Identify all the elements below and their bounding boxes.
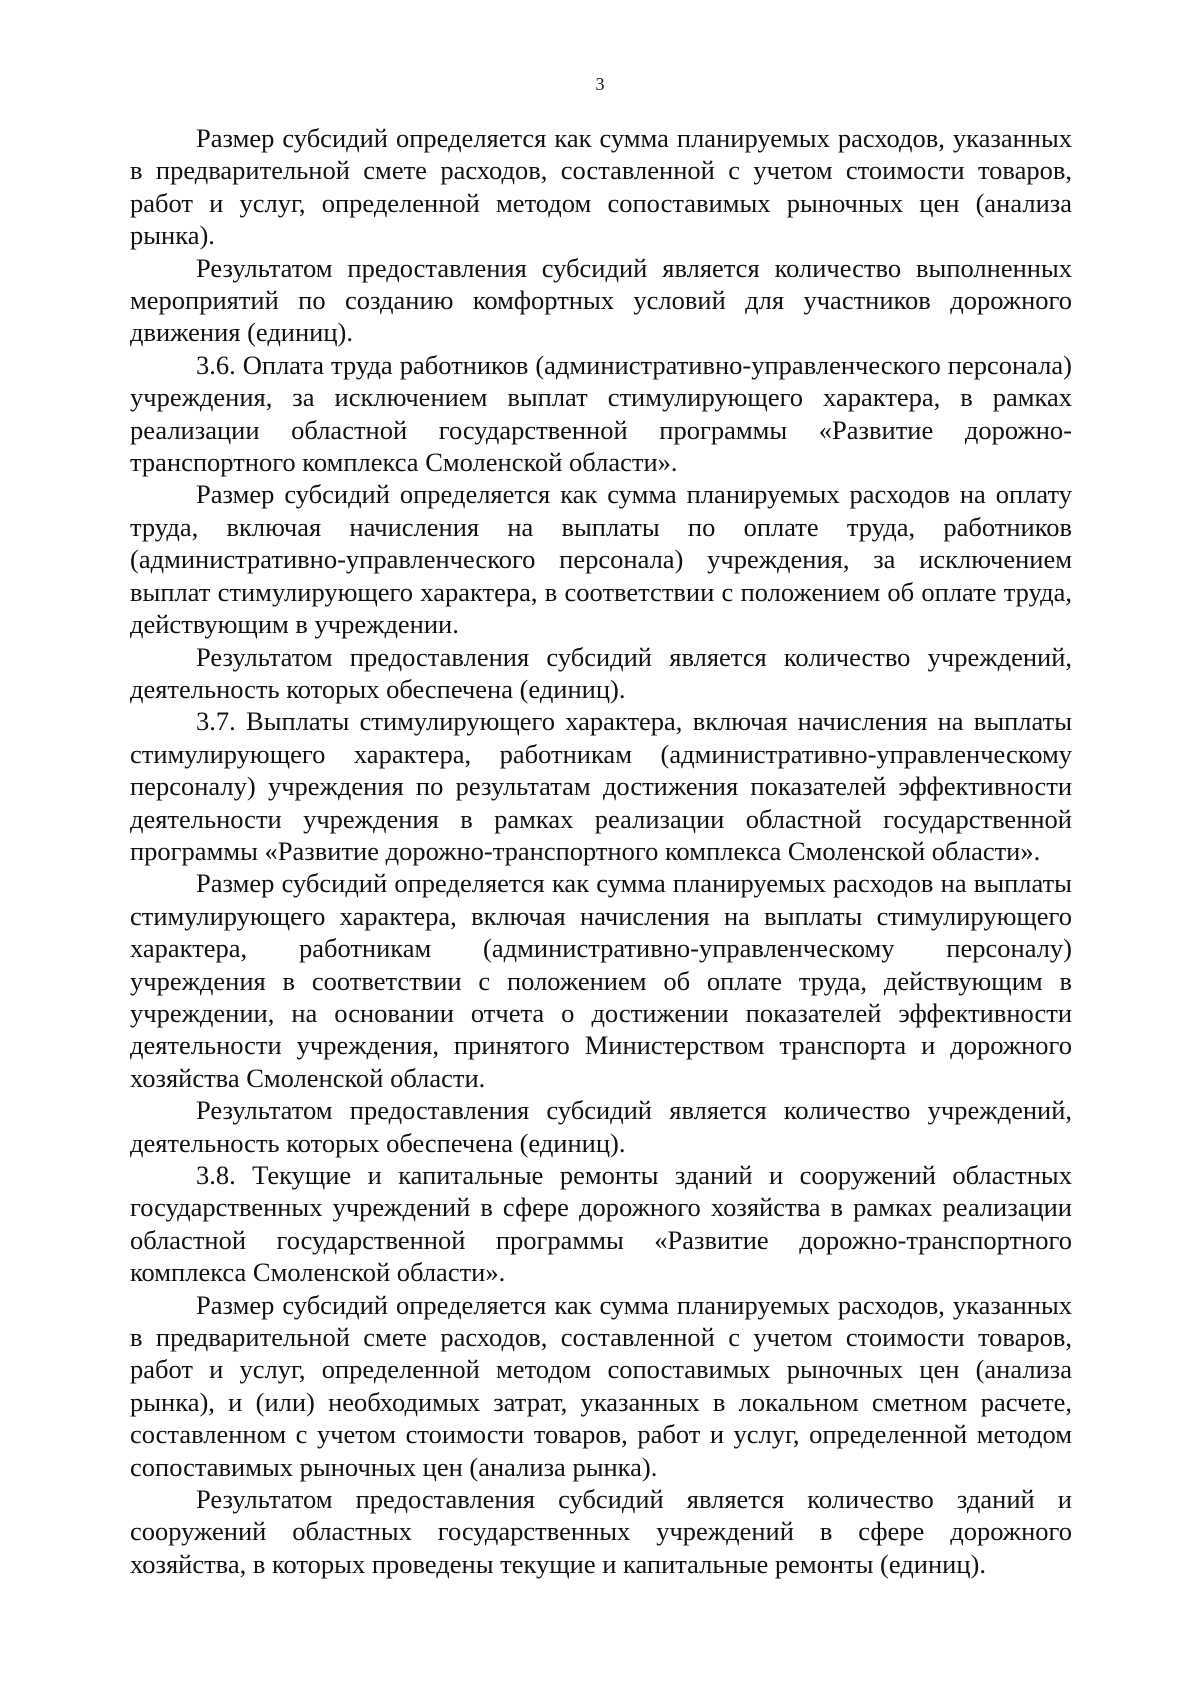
paragraph-result-buildings: Результатом предоставления субсидий является количество зданий и сооружений областных государственных учреждений в сфере дорожного хозяйства, в которых проведены текущие и капитальные ремонты (единиц). bbox=[130, 1484, 1072, 1579]
paragraph-item-3-8: 3.8. Текущие и капитальные ремонты зданий и сооружений областных государственных учреждений в сфере дорожного хозяйства в рамках реализации областной государственной программы «Развитие дорожно-транспортного комплекса Смоленской области». bbox=[130, 1160, 1072, 1288]
page-number: 3 bbox=[595, 74, 605, 94]
paragraph-subsidy-size-estimate: Размер субсидий определяется как сумма планируемых расходов, указанных в предварительной смете расходов, составленной с учетом стоимости товаров, работ и услуг, определенной методом сопоставимых рыночных цен (анализа рынка). bbox=[130, 123, 1072, 251]
paragraph-subsidy-size-salary: Размер субсидий определяется как сумма планируемых расходов на оплату труда, включая начисления на выплаты по оплате труда, работников (административно-управленческого персонала) учреждения, за исключением выплат стимулирующего характера, в соответствии с положением об оплате труда, действующим в учреждении. bbox=[130, 479, 1072, 640]
paragraph-item-3-6: 3.6. Оплата труда работников (административно-управленческого персонала) учреждения, за исключением выплат стимулирующего характера, в рамках реализации областной государственной программы «Развитие дорожно-транспортного комплекса Смоленской области». bbox=[130, 349, 1072, 478]
document-body bbox=[130, 122, 1072, 1580]
paragraph-result-events: Результатом предоставления субсидий является количество выполненных мероприятий по созданию комфортных условий для участников дорожного движения (единиц). bbox=[130, 252, 1072, 348]
paragraph-subsidy-size-incentive: Размер субсидий определяется как сумма планируемых расходов на выплаты стимулирующего характера, включая начисления на выплаты стимулирующего характера, работникам (административно-управленческому персоналу) учреждения в соответствии с положением об оплате труда, действующим в учреждении, на основании отчета о достижении показателей эффективности деятельности учреждения, принятого Министерством транспорта и дорожного хозяйства Смоленской области. bbox=[130, 868, 1072, 1093]
paragraph-result-institutions: Результатом предоставления субсидий является количество учреждений, деятельность которых обеспечена (единиц). bbox=[130, 641, 1072, 704]
paragraph-subsidy-size-repairs: Размер субсидий определяется как сумма планируемых расходов, указанных в предварительной смете расходов, составленной с учетом стоимости товаров, работ и услуг, определенной методом сопоставимых рыночных цен (анализа рынка), и (или) необходимых затрат, указанных в локальном сметном расчете, составленном с учетом стоимости товаров, работ и услуг, определенной методом сопоставимых рыночных цен (анализа рынка). bbox=[130, 1289, 1072, 1482]
paragraph-result-institutions-2: Результатом предоставления субсидий является количество учреждений, деятельность которых обеспечена (единиц). bbox=[130, 1095, 1072, 1158]
paragraph-item-3-7: 3.7. Выплаты стимулирующего характера, включая начисления на выплаты стимулирующего характера, работникам (административно-управленческому персоналу) учреждения по результатам достижения показателей эффективности деятельности учреждения в рамках реализации областной государственной программы «Развитие дорожно-транспортного комплекса Смоленской области». bbox=[130, 706, 1072, 866]
